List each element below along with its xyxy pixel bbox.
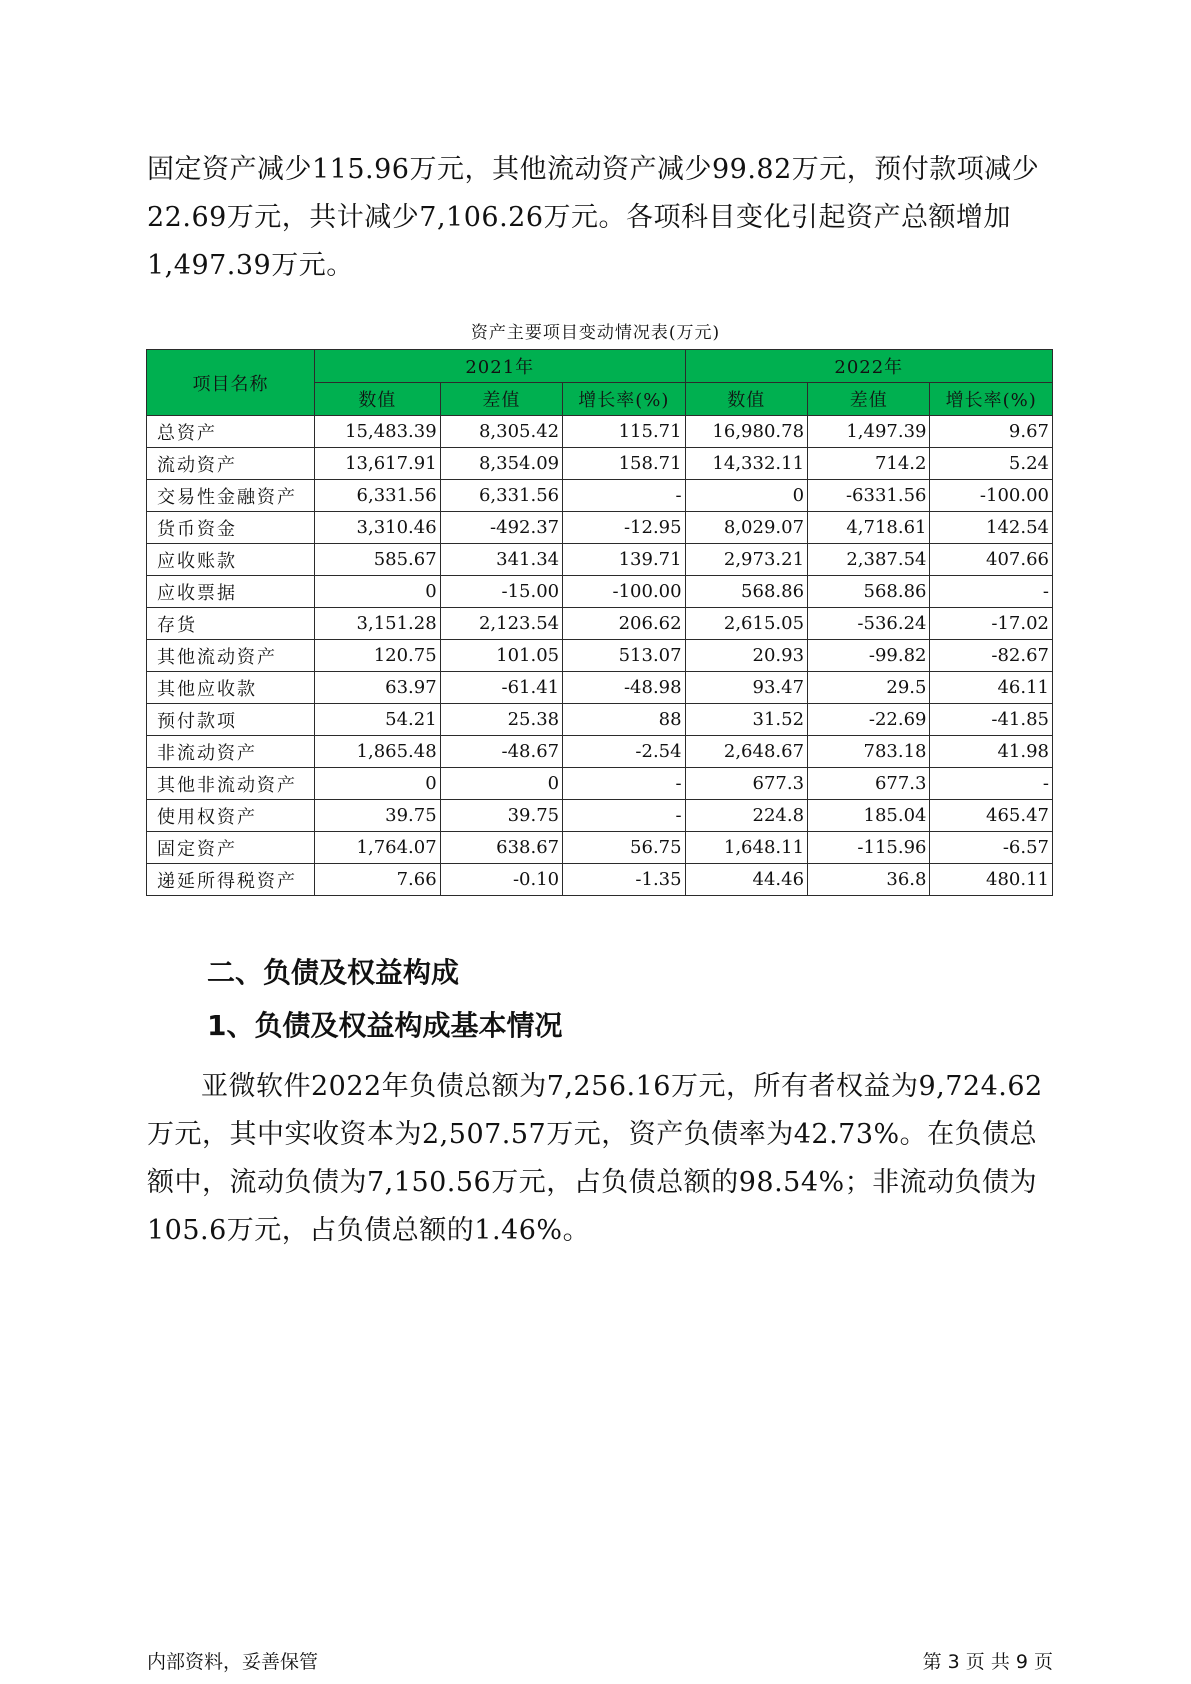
section-heading: 二、负债及权益构成 [207, 956, 460, 989]
asset-change-table [146, 349, 1053, 896]
cell-d2022: 568.86 [808, 576, 930, 608]
cell-v2021: 13,617.91 [314, 448, 440, 480]
header-value-2021: 数值 [314, 383, 440, 416]
cell-v2022: 8,029.07 [685, 512, 807, 544]
table-row [147, 512, 1053, 544]
cell-d2022: -6331.56 [808, 480, 930, 512]
header-item-name: 项目名称 [147, 350, 315, 416]
footer-page-number: 第 3 页 共 9 页 [922, 1651, 1053, 1673]
header-value-2022: 数值 [685, 383, 807, 416]
cell-g2022: 5.24 [930, 448, 1053, 480]
row-label: 流动资产 [147, 448, 315, 480]
cell-g2022: 407.66 [930, 544, 1053, 576]
row-label: 非流动资产 [147, 736, 315, 768]
table-row [147, 672, 1053, 704]
cell-v2021: 54.21 [314, 704, 440, 736]
cell-v2021: 585.67 [314, 544, 440, 576]
intro-paragraph: 固定资产减少115.96万元，其他流动资产减少99.82万元，预付款项减少22.69万元，共计减少7,106.26万元。各项科目变化引起资产总额增加1,497.39万元。 [147, 154, 1040, 281]
cell-v2021: 39.75 [314, 800, 440, 832]
cell-v2021: 7.66 [314, 864, 440, 896]
table-row [147, 800, 1053, 832]
cell-g2021: 206.62 [563, 608, 685, 640]
table-row [147, 608, 1053, 640]
cell-g2022: -100.00 [930, 480, 1053, 512]
cell-d2022: 29.5 [808, 672, 930, 704]
cell-g2021: 139.71 [563, 544, 685, 576]
table-row [147, 448, 1053, 480]
row-label: 固定资产 [147, 832, 315, 864]
cell-g2021: -48.98 [563, 672, 685, 704]
cell-g2021: - [563, 800, 685, 832]
cell-v2022: 2,648.67 [685, 736, 807, 768]
cell-g2022: -41.85 [930, 704, 1053, 736]
cell-d2021: 8,354.09 [440, 448, 562, 480]
cell-d2021: -61.41 [440, 672, 562, 704]
cell-v2022: 1,648.11 [685, 832, 807, 864]
cell-d2021: 101.05 [440, 640, 562, 672]
cell-v2022: 677.3 [685, 768, 807, 800]
cell-v2021: 15,483.39 [314, 416, 440, 448]
cell-v2021: 0 [314, 576, 440, 608]
table-row [147, 544, 1053, 576]
row-label: 应收票据 [147, 576, 315, 608]
cell-v2021: 0 [314, 768, 440, 800]
cell-d2022: 4,718.61 [808, 512, 930, 544]
liabilities-paragraph: 亚微软件2022年负债总额为7,256.16万元，所有者权益为9,724.62万元，其中实收资本为2,507.57万元，资产负债率为42.73%。在负债总额中，流动负债为7,150.56万元，占负债总额的98.54%；非流动负债为105.6万元，占负债总额的1.46%。 [147, 1071, 1043, 1246]
cell-v2022: 2,615.05 [685, 608, 807, 640]
table-caption: 资产主要项目变动情况表(万元) [470, 323, 721, 343]
cell-v2022: 0 [685, 480, 807, 512]
cell-g2021: 56.75 [563, 832, 685, 864]
cell-g2021: 88 [563, 704, 685, 736]
table-row [147, 736, 1053, 768]
row-label: 其他流动资产 [147, 640, 315, 672]
cell-g2021: 513.07 [563, 640, 685, 672]
row-label: 交易性金融资产 [147, 480, 315, 512]
cell-g2022: -82.67 [930, 640, 1053, 672]
cell-g2022: 9.67 [930, 416, 1053, 448]
row-label: 总资产 [147, 416, 315, 448]
cell-g2021: 158.71 [563, 448, 685, 480]
cell-v2022: 44.46 [685, 864, 807, 896]
subsection-heading: 1、负债及权益构成基本情况 [207, 1009, 563, 1042]
cell-d2021: 2,123.54 [440, 608, 562, 640]
cell-d2021: 341.34 [440, 544, 562, 576]
cell-d2021: -492.37 [440, 512, 562, 544]
table-body [147, 416, 1053, 896]
cell-d2022: -22.69 [808, 704, 930, 736]
cell-v2021: 3,310.46 [314, 512, 440, 544]
cell-d2022: 714.2 [808, 448, 930, 480]
cell-d2022: -536.24 [808, 608, 930, 640]
row-label: 应收账款 [147, 544, 315, 576]
cell-d2021: 25.38 [440, 704, 562, 736]
table-row [147, 416, 1053, 448]
cell-d2022: 1,497.39 [808, 416, 930, 448]
cell-v2021: 1,865.48 [314, 736, 440, 768]
cell-v2022: 224.8 [685, 800, 807, 832]
cell-v2022: 31.52 [685, 704, 807, 736]
cell-g2022: 142.54 [930, 512, 1053, 544]
cell-g2022: 41.98 [930, 736, 1053, 768]
row-label: 货币资金 [147, 512, 315, 544]
row-label: 使用权资产 [147, 800, 315, 832]
cell-d2021: 39.75 [440, 800, 562, 832]
cell-d2021: 8,305.42 [440, 416, 562, 448]
table-row [147, 832, 1053, 864]
cell-d2022: 185.04 [808, 800, 930, 832]
row-label: 其他非流动资产 [147, 768, 315, 800]
cell-d2022: 36.8 [808, 864, 930, 896]
cell-v2022: 20.93 [685, 640, 807, 672]
cell-v2021: 6,331.56 [314, 480, 440, 512]
row-label: 预付款项 [147, 704, 315, 736]
row-label: 递延所得税资产 [147, 864, 315, 896]
cell-d2021: 638.67 [440, 832, 562, 864]
header-growth-2021: 增长率(%) [563, 383, 685, 416]
table-row [147, 576, 1053, 608]
cell-g2021: -1.35 [563, 864, 685, 896]
cell-v2022: 14,332.11 [685, 448, 807, 480]
table-row [147, 704, 1053, 736]
cell-v2021: 63.97 [314, 672, 440, 704]
cell-d2022: 2,387.54 [808, 544, 930, 576]
footer-confidential-note: 内部资料，妥善保管 [147, 1651, 319, 1673]
cell-d2021: 6,331.56 [440, 480, 562, 512]
cell-g2022: - [930, 768, 1053, 800]
cell-v2022: 93.47 [685, 672, 807, 704]
cell-v2022: 568.86 [685, 576, 807, 608]
cell-d2021: 0 [440, 768, 562, 800]
cell-g2021: 115.71 [563, 416, 685, 448]
cell-d2022: 783.18 [808, 736, 930, 768]
row-label: 存货 [147, 608, 315, 640]
table-row [147, 864, 1053, 896]
cell-g2022: -17.02 [930, 608, 1053, 640]
cell-g2021: -12.95 [563, 512, 685, 544]
cell-g2022: 46.11 [930, 672, 1053, 704]
cell-d2021: -48.67 [440, 736, 562, 768]
cell-v2022: 16,980.78 [685, 416, 807, 448]
header-year-2022: 2022年 [685, 350, 1052, 383]
table-row [147, 640, 1053, 672]
row-label: 其他应收款 [147, 672, 315, 704]
cell-g2022: 465.47 [930, 800, 1053, 832]
cell-g2021: - [563, 768, 685, 800]
cell-g2021: - [563, 480, 685, 512]
cell-v2022: 2,973.21 [685, 544, 807, 576]
cell-g2021: -100.00 [563, 576, 685, 608]
header-growth-2022: 增长率(%) [930, 383, 1053, 416]
cell-g2022: -6.57 [930, 832, 1053, 864]
cell-d2021: -15.00 [440, 576, 562, 608]
header-year-2021: 2021年 [314, 350, 685, 383]
header-diff-2022: 差值 [808, 383, 930, 416]
cell-v2021: 120.75 [314, 640, 440, 672]
cell-g2022: 480.11 [930, 864, 1053, 896]
cell-d2022: 677.3 [808, 768, 930, 800]
cell-d2021: -0.10 [440, 864, 562, 896]
cell-d2022: -115.96 [808, 832, 930, 864]
cell-v2021: 1,764.07 [314, 832, 440, 864]
table-row [147, 768, 1053, 800]
header-diff-2021: 差值 [440, 383, 562, 416]
cell-g2021: -2.54 [563, 736, 685, 768]
cell-v2021: 3,151.28 [314, 608, 440, 640]
cell-d2022: -99.82 [808, 640, 930, 672]
cell-g2022: - [930, 576, 1053, 608]
table-row [147, 480, 1053, 512]
